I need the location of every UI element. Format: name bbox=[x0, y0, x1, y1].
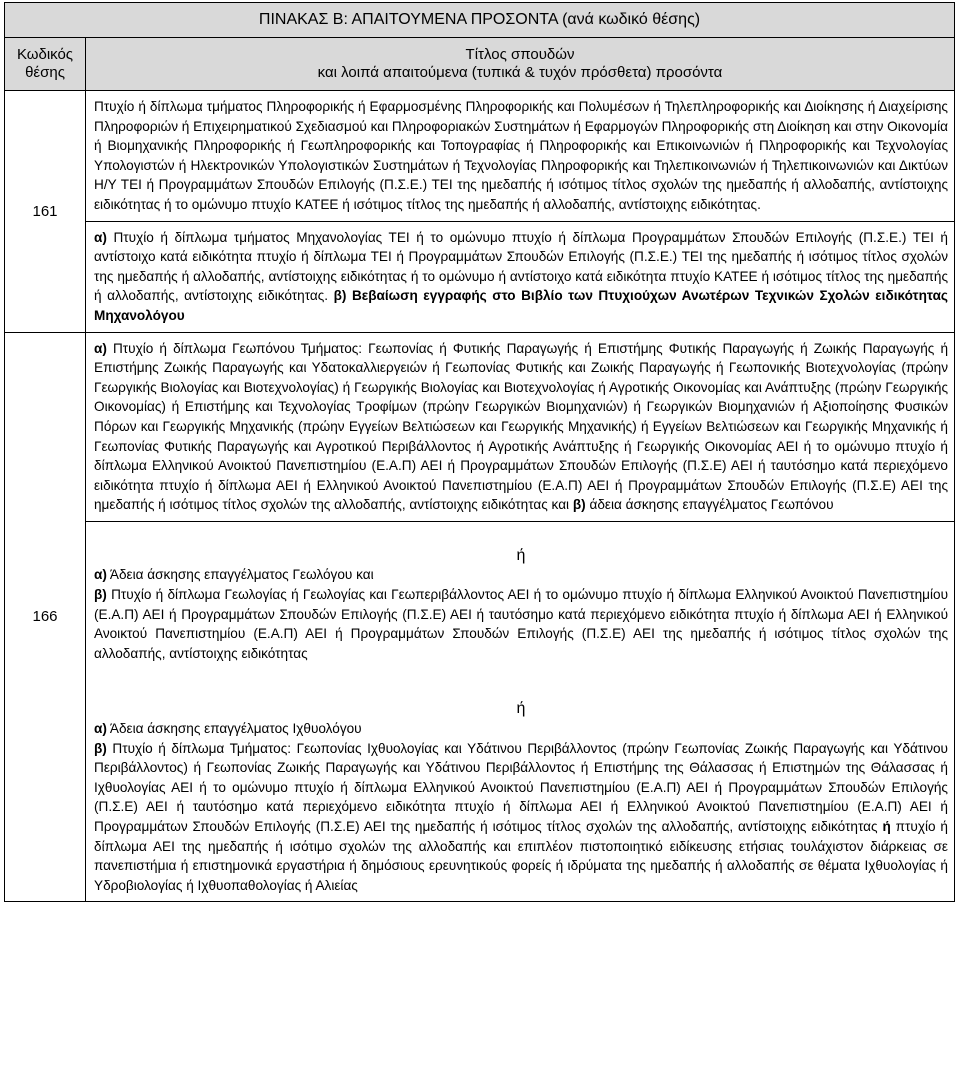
or-separator: ή bbox=[516, 546, 526, 564]
item-text: Άδεια άσκησης επαγγέλματος Ιχθυολόγου bbox=[106, 721, 362, 737]
table-title: ΠΙΝΑΚΑΣ Β: ΑΠΑΙΤΟΥΜΕΝΑ ΠΡΟΣΟΝΤΑ (ανά κωδικό θέσης) bbox=[5, 3, 955, 38]
qualification-text bbox=[86, 222, 954, 332]
option-geologist bbox=[94, 565, 948, 663]
item-label: α) bbox=[94, 721, 107, 737]
qualification-cell bbox=[86, 332, 955, 521]
item-text: Άδεια άσκησης επαγγέλματος Γεωλόγου και bbox=[106, 567, 374, 583]
header-qual-line2: και λοιπά απαιτούμενα (τυπικά & τυχόν πρόσθετα) προσόντα bbox=[317, 64, 723, 81]
header-code-line1: Κωδικός bbox=[16, 46, 74, 63]
header-code bbox=[5, 38, 86, 91]
header-code-line2: θέσης bbox=[25, 64, 65, 81]
qualification-text bbox=[86, 333, 954, 521]
qualification-cell bbox=[86, 91, 955, 222]
item-text: Πτυχίο ή δίπλωμα Γεωλογίας ή Γεωλογίας και Γεωπεριβάλλοντος ΑΕΙ ή το ομώνυμο πτυχίο ή δίπλωμα Ελληνικού Ανοικτού Πανεπιστημίου (Ε.Α.Π) ΑΕΙ ή Προγραμμάτων Σπουδών Επιλογής (Π.Σ.Ε) ΑΕΙ ή ταυτόσημο κατά περιεχόμενο ειδικότητα πτυχίο ή δίπλωμα ΑΕΙ ή Ελληνικού Ανοικτού Πανεπιστημίου (Ε.Α.Π) ΑΕΙ ή Προγραμμάτων Σπουδών Επιλογής (Π.Σ.Ε) ΑΕΙ της ημεδαπής ή ισότιμος τίτλος σχολών της αλλοδαπής, αντίστοιχης ειδικότητας bbox=[94, 587, 948, 661]
table-row bbox=[5, 332, 955, 521]
item-text: Πτυχίο ή δίπλωμα Γεωπόνου Τμήματος: Γεωπονίας ή Φυτικής Παραγωγής ή Επιστήμης Φυτικής Παραγωγής ή Ζωικής Παραγωγής ή Επιστήμης Ζωικής Παραγωγής και Υδατοκαλλιεργειών ή Γεωπονίας Φυτικής και Ζωικής Παραγωγής ή Γεωπονικής Βιοτεχνολογίας (πρώην Γεωργικής Βιολογίας και Βιοτεχνολογίας) ή Γεωργικής Βιολογίας και Βιοτεχνολογίας ή Αγροτικής Οικονομίας και Ανάπτυξης (πρώην Γεωργικής Οικονομίας) ή Επιστήμης και Τεχνολογίας Τροφίμων (πρώην Γεωργικών Βιομηχανιών) ή Γεωργικών Βιομηχανιών ή Αξιοποίησης Φυσικών Πόρων και Γεωργικής Μηχανικής (πρώην Εγγείων Βελτιώσεων και Γεωργικής Μηχανικής) ή Εγγείων Βελτιώσεων και Γεωργικής Μηχανικής ή Γεωπονίας Φυτικής Παραγωγής και Αγροτικού Περιβάλλοντος ή Αγροτικής Ανάπτυξης ή Γεωργικής Οικονομίας ΑΕΙ ή το ομώνυμο πτυχίο ή δίπλωμα Ελληνικού Ανοικτού Πανεπιστημίου (Ε.Α.Π) ΑΕΙ ή Προγραμμάτων Σπουδών Επιλογής (Π.Σ.Ε) ΑΕΙ ή ταυτόσημο κατά περιεχόμενο ειδικότητα πτυχίο ή δίπλωμα ΑΕΙ ή Ελληνικού Ανοικτού Πανεπιστημίου (Ε.Α.Π) ΑΕΙ ή Προγραμμάτων Σπουδών Επιλογής (Π.Σ.Ε) ΑΕΙ της ημεδαπής ή ισότιμος τίτλος σχολών της αλλοδαπής, αντίστοιχης ειδικότητας και bbox=[94, 340, 948, 513]
item-label: β) bbox=[94, 587, 107, 603]
table-row bbox=[5, 91, 955, 222]
table-title-row bbox=[5, 3, 955, 38]
item-label: β) bbox=[572, 497, 586, 513]
item-or-bold: ή bbox=[882, 819, 891, 834]
or-separator: ή bbox=[516, 700, 526, 718]
item-text-b: β) Βεβαίωση εγγραφής στο Βιβλίο των Πτυχιούχων Ανωτέρων Τεχνικών Σχολών ειδικότητας Μηχανολόγου bbox=[94, 288, 949, 323]
item-label: β) bbox=[94, 740, 107, 756]
qualification-cell bbox=[86, 221, 955, 332]
position-code: 161 bbox=[5, 91, 86, 333]
table-row bbox=[5, 521, 955, 902]
position-code: 166 bbox=[5, 332, 86, 902]
option-ichthyologist bbox=[94, 719, 948, 895]
header-qualifications bbox=[86, 38, 955, 91]
qualification-cell bbox=[86, 521, 955, 902]
item-label: α) bbox=[94, 229, 107, 245]
item-text: άδεια άσκησης επαγγέλματος Γεωπόνου bbox=[585, 497, 834, 513]
requirements-table bbox=[4, 2, 955, 902]
table-header-row bbox=[5, 38, 955, 91]
item-text: πτυχίο ή δίπλωμα ΑΕΙ της ημεδαπής ή ισότιμο σχολών της αλλοδαπής και επιπλέον πιστοποιητικό ειδίκευσης ετήσιας τουλάχιστον διάρκειας σε πανεπιστήμια ή επιστημονικά εργαστήρια ή δημόσιους ερευνητικούς φορείς ή ιδρύματα της ημεδαπής ή αλλοδαπής σε θέματα Ιχθυολογίας ή Υδροβιολογίας ή Ιχθυοπαθολογίας ή Αλιείας bbox=[94, 819, 948, 893]
item-label: α) bbox=[94, 340, 107, 356]
table-row bbox=[5, 221, 955, 332]
item-text: Πτυχίο ή δίπλωμα τμήματος Μηχανολογίας ΤΕΙ ή το ομώνυμο πτυχίο ή δίπλωμα Προγραμμάτων Σπουδών Επιλογής (Π.Σ.Ε.) ΤΕΙ ή αντίστοιχο κατά ειδικότητα πτυχίο ή δίπλωμα ΤΕΙ ή Προγραμμάτων Σπουδών Επιλογής (Π.Σ.Ε.) ΤΕΙ της ημεδαπής ή ισότιμος τίτλος σχολών της ημεδαπής ή αλλοδαπής, αντίστοιχης ειδικότητας ή το ομώνυμο ή αντίστοιχο κατά ειδικότητα πτυχίο ΚΑΤΕΕ ή ισότιμος τίτλος της ημεδαπής ή αλλοδαπής, αντίστοιχης ειδικότητας. bbox=[94, 229, 948, 304]
header-qual-line1: Τίτλος σπουδών bbox=[465, 46, 575, 63]
qualification-text bbox=[86, 522, 954, 902]
qualification-text: Πτυχίο ή δίπλωμα τμήματος Πληροφορικής ή Εφαρμοσμένης Πληροφορικής και Πολυμέσων ή Τηλεπληροφορικής και Διοίκησης ή Διαχείρισης Πληροφοριών ή Επιχειρηματικού Σχεδιασμού και Πληροφοριακών Συστημάτων ή Εφαρμογών Πληροφορικής στη Διοίκηση και στην Οικονομία ή Βιομηχανικής Πληροφορικής ή Γεωπληροφορικής και Τοπογραφίας ή Πληροφορικής και Επικοινωνιών ή Πληροφορικής και Τεχνολογίας Υπολογιστών ή Ηλεκτρονικών Υπολογιστικών Συστημάτων ή Τεχνολογίας Πληροφορικής και Τηλεπικοινωνιών ή Τηλεπικοινωνιών και Δικτύων Η/Υ ΤΕΙ ή Προγραμμάτων Σπουδών Επιλογής (Π.Σ.Ε.) ΤΕΙ της ημεδαπής ή ισότιμος τίτλος σχολών της ημεδαπής ή αλλοδαπής, αντίστοιχης ειδικότητας ή το ομώνυμο πτυχίο ΚΑΤΕΕ ή ισότιμος τίτλος της ημεδαπής ή αλλοδαπής, αντίστοιχης ειδικότητας. bbox=[94, 99, 948, 212]
item-text: Πτυχίο ή δίπλωμα Τμήματος: Γεωπονίας Ιχθυολογίας και Υδάτινου Περιβάλλοντος (πρώην Γεωπονίας Ζωικής Παραγωγής και Υδάτινου Περιβάλλοντος) ή Γεωπονίας Ζωικής Παραγωγής και Υδάτινου Περιβάλλοντος ή Επιστήμης της Θάλασσας ή Επιστημών της Θάλασσας ή Ιχθυολογίας ΑΕΙ ή το ομώνυμο πτυχίο ή δίπλωμα Ελληνικού Ανοικτού Πανεπιστημίου (Ε.Α.Π) ΑΕΙ ή Προγραμμάτων Σπουδών Επιλογής (Π.Σ.Ε) ΑΕΙ ή ταυτόσημο κατά περιεχόμενο ειδικότητα πτυχίο ή δίπλωμα ΑΕΙ ή Ελληνικού Ανοικτού Πανεπιστημίου (Ε.Α.Π) ΑΕΙ ή Προγραμμάτων Σπουδών Επιλογής (Π.Σ.Ε) ΑΕΙ της ημεδαπής ή ισότιμος τίτλος σχολών της αλλοδαπής, αντίστοιχης ειδικότητας bbox=[94, 740, 948, 834]
item-label: α) bbox=[94, 567, 107, 583]
